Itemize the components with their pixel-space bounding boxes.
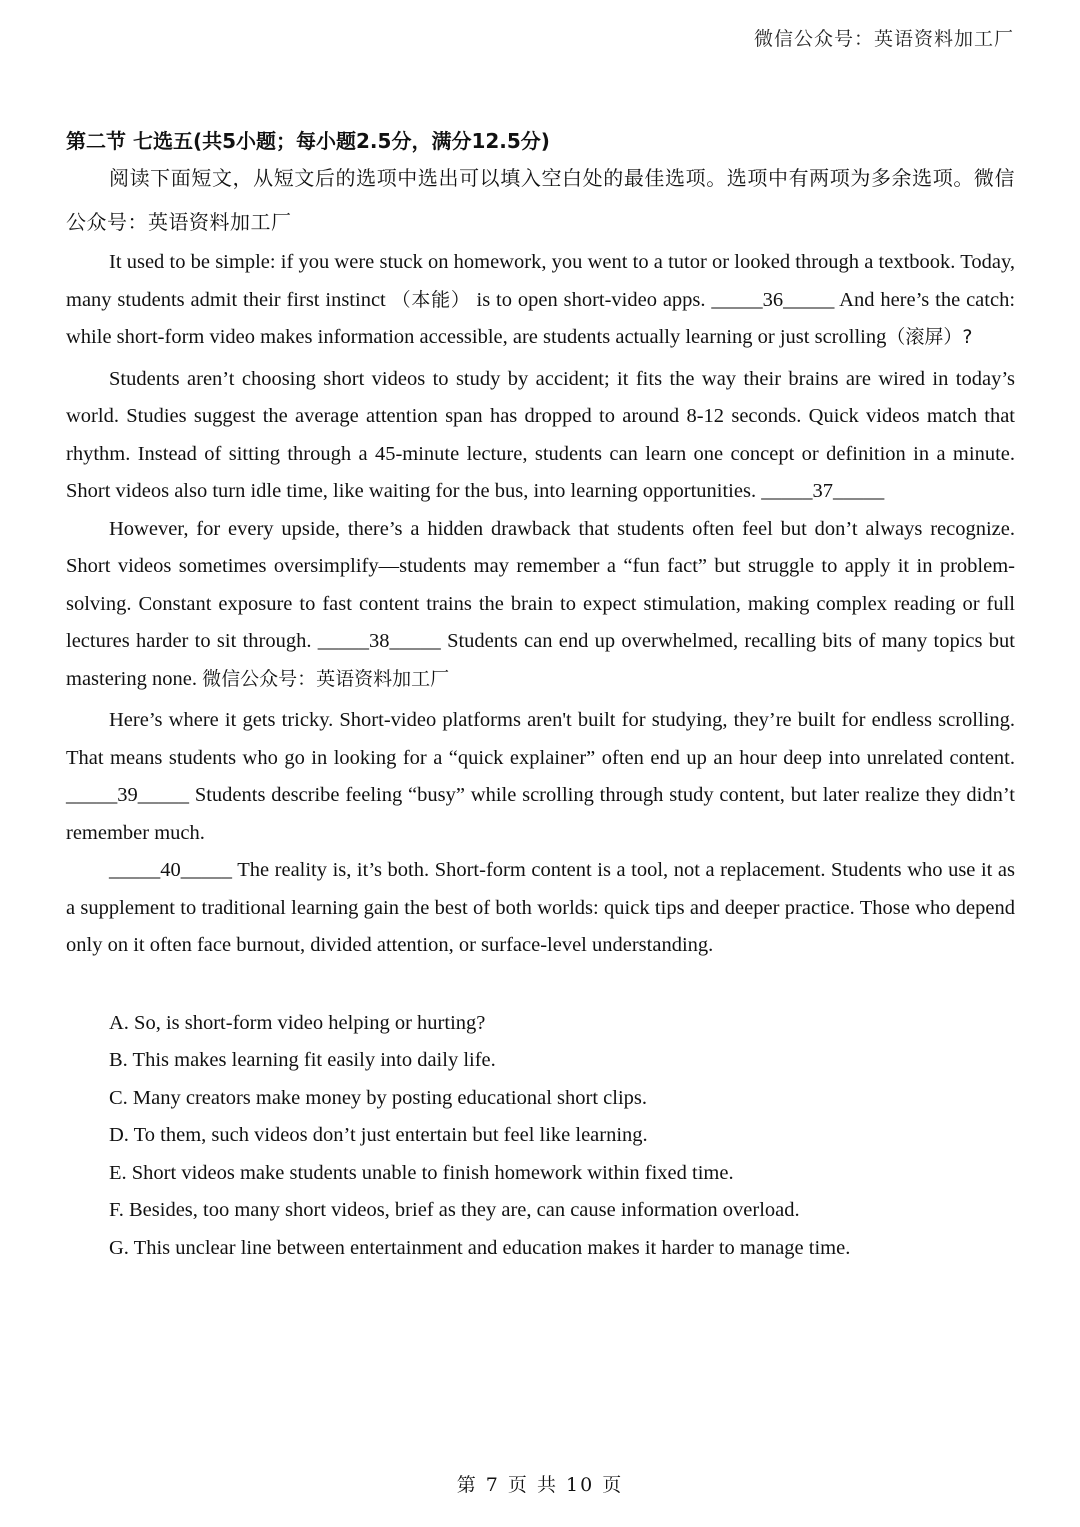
p1-text-c: And here’s the catch: while short-form video makes information accessible, are students actually learning or just scrolling [66, 288, 1016, 348]
option-g: G. This unclear line between entertainment and education makes it harder to manage time. [109, 1236, 851, 1259]
page-content [66, 118, 1015, 1267]
p2-text: Students aren’t choosing short videos to study by accident; it fits the way their brains are wired in today’s world. Studies suggest the average attention span has dropped to around 8-12 seconds. Quick videos match that rhythm. Instead of sitting through a 45-minute lecture, students can learn one concept or definition in a minute. Short videos also turn idle time, like waiting for the bus, into learning opportunities. [66, 367, 1015, 502]
option-b: B. This makes learning fit easily into daily life. [109, 1049, 496, 1071]
p1-gloss-instinct: （本能） [391, 288, 471, 311]
p1-text-b: is to open short-video apps. [476, 288, 706, 311]
option-e: E. Short videos make students unable to finish homework within fixed time. [109, 1161, 734, 1184]
p4-text-a: Here’s where it gets tricky. Short-video platforms aren't built for studying, they’re built for endless scrolling. That means students who go in looking for a “quick explainer” often end up an hour deep into unrelated content. [66, 709, 1015, 769]
passage-paragraph-1 [66, 244, 1015, 357]
section-title: 第二节 七选五(共5小题；每小题2.5分，满分12.5分) [66, 129, 550, 153]
p3-wechat-note: 微信公众号：英语资料加工厂 [202, 667, 450, 690]
section-instruction: 阅读下面短文，从短文后的选项中选出可以填入空白处的最佳选项。选项中有两项为多余选项。微信公众号：英语资料加工厂 [66, 166, 1015, 234]
blank-40: _____40_____ [109, 859, 232, 881]
header-wechat-note: 微信公众号：英语资料加工厂 [753, 28, 1014, 50]
options-list [66, 1005, 1015, 1268]
option-f: F. Besides, too many short videos, brief as they are, can cause information overload. [109, 1199, 800, 1221]
p1-gloss-scrolling: （滚屏）? [886, 326, 973, 348]
option-a: A. So, is short-form video helping or hurting? [109, 1011, 486, 1034]
passage-paragraph-2 [66, 361, 1015, 511]
passage-paragraph-3 [66, 511, 1015, 699]
page-number-footer: 第 7 页 共 10 页 [456, 1474, 624, 1496]
p4-text-b: Students describe feeling “busy” while scrolling through study content, but later realize they didn’t remember much. [66, 784, 1016, 844]
passage-paragraph-5 [66, 852, 1015, 965]
p5-text: The reality is, it’s both. Short-form content is a tool, not a replacement. Students who use it as a supplement to traditional learning gain the best of both worlds: quick tips and deeper practice. Those who depend only on it often face burnout, divided attention, or surface-level understanding. [66, 859, 1015, 956]
option-d: D. To them, such videos don’t just entertain but feel like learning. [109, 1124, 648, 1146]
passage-paragraph-4 [66, 702, 1015, 852]
p1-text-a: It used to be simple: if you were stuck on homework, you went to a tutor or looked through a textbook. Today, many students admit their first instinct [66, 251, 1015, 311]
p3-text-b: Students can end up overwhelmed, recalling bits of many topics but mastering none. [66, 630, 1015, 690]
blank-37: _____37_____ [761, 480, 885, 502]
blank-39: _____39_____ [66, 784, 189, 806]
blank-38: _____38_____ [317, 630, 441, 652]
p3-text-a: However, for every upside, there’s a hidden drawback that students often feel but don’t always recognize. Short videos sometimes oversimplify—students may remember a “fun fact” but struggle to apply it in problem-solving. Constant exposure to fast content trains the brain to expect stimulation, making complex reading or full lectures harder to sit through. [66, 517, 1015, 652]
blank-36: _____36_____ [711, 288, 835, 311]
option-c: C. Many creators make money by posting educational short clips. [109, 1086, 648, 1109]
